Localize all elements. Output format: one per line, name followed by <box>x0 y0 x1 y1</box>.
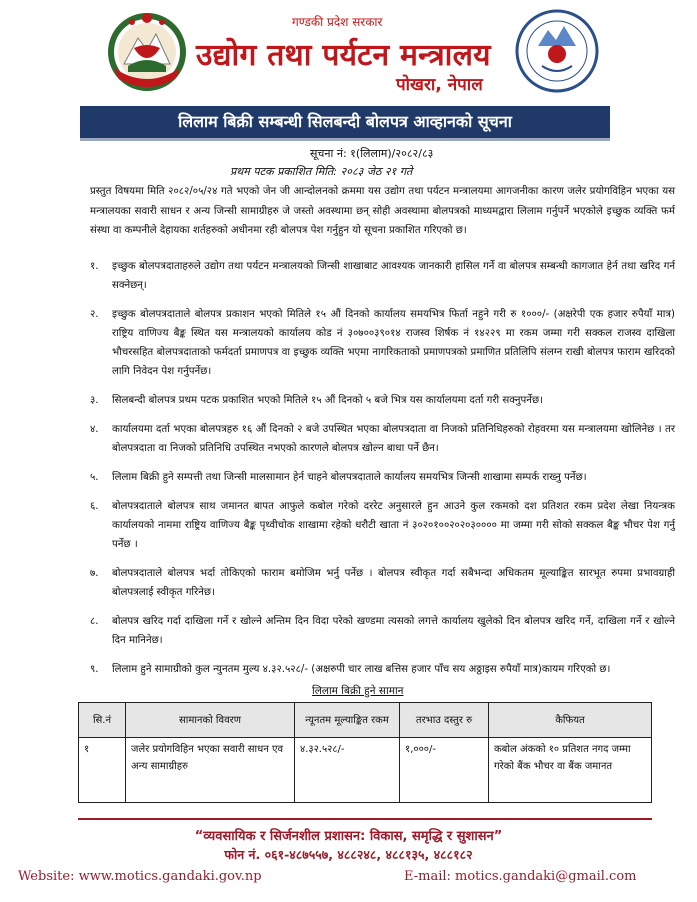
col-serial: सि.नं <box>79 703 126 738</box>
condition-number: ८. <box>90 616 99 627</box>
condition-number: ९. <box>90 664 99 675</box>
cell-min-value: ४.३२.५२८/- <box>295 738 400 803</box>
condition-text: लिलाम हुने सामाग्रीको कुल न्युनतम मुल्य ४.३२.५२८/- (अक्षरुपी चार लाख बत्तिस हजार पाँच सय अठ्ठाइस रुपैयाँ मात्र)कायम गरिएको छ। <box>112 664 611 675</box>
col-description: सामानको विवरण <box>126 703 295 738</box>
condition-text: बोलपत्र खरिद गर्दा दाखिला गर्ने र खोल्ने अन्तिम दिन विदा परेको खण्डमा त्यसको लगत्ते कार्यालय खुलेको दिन बोलपत्र खरिद गर्ने, दाखिला गर्ने र खोल्ने दिन मानिनेछ। <box>112 616 675 646</box>
condition-text: बोलपत्रदाताले बोलपत्र भर्दा तोकिएको फाराम बमोजिम भर्नु पर्नेछ । बोलपत्र स्वीकृत गर्दा सबैभन्दा अधिकतम मूल्याङ्कित सारभूत रुपमा प्रभावग्राही बोलपत्रलाई स्वीकृत गरिनेछ। <box>112 568 675 598</box>
conditions-list <box>90 257 675 689</box>
condition-number: ३. <box>90 395 99 406</box>
condition-item <box>90 564 675 602</box>
condition-number: ४. <box>90 424 99 435</box>
condition-number: ७. <box>90 568 99 579</box>
condition-text: लिलाम बिक्री हुने सम्पत्ती तथा जिन्सी मालसामान हेर्न चाहने बोलपत्रदाताले कार्यालय समयभित्र जिन्सी शाखामा सम्पर्क राख्नु पर्नेछ। <box>112 472 587 483</box>
table-row <box>79 738 652 803</box>
condition-item <box>90 257 675 295</box>
cell-remarks: कबोल अंकको १० प्रतिशत नगद जम्मा गरेको बैंक भौचर वा बैंक जमानत <box>489 738 652 803</box>
condition-text: सिलबन्दी बोलपत्र प्रथम पटक प्रकाशित भएको मितिले १५ औं दिनको ५ बजे भित्र यस कार्यालयमा दर्ता गरी सक्नुपर्नेछ। <box>112 395 543 406</box>
cell-bid-fee: १,०००/- <box>400 738 489 803</box>
ministry-seal-icon <box>512 6 602 96</box>
footer-slogan: “व्यवसायिक र सिर्जनशील प्रशासन: विकास, समृद्धि र सुशासन” <box>194 829 503 844</box>
footer-phone: फोन नं. ०६१-४८७५५७, ४८८२४८, ४८८१३५, ४८८१८२ <box>224 847 473 862</box>
ministry-name: उद्योग तथा पर्यटन मन्त्रालय <box>196 38 491 73</box>
footer-website: Website: www.motics.gandaki.gov.np <box>18 869 262 884</box>
intro-paragraph: प्रस्तुत विषयमा मिति २०८२/०५/२४ गते भएको जेन जी आन्दोलनको क्रममा यस उद्योग तथा पर्यटन मन्त्रालयमा आगजनीका कारण जलेर प्रयोगविहिन भएका यस मन्त्रालयका सवारी साधन र अन्य जिन्सी सामाग्रीहरु जे जस्तो अवस्थामा छन् सोही अवस्थामा बोलपत्रको माध्यमद्वारा लिलाम गर्नुपर्ने भएकोले इच्छुक व्यक्ति फर्म संस्था वा कम्पनीले देहायका शर्तहरुको अधीनमा रही बोलपत्र पेश गर्नुहुन यो सूचना प्रकाशित गरिएको छ। <box>90 186 675 236</box>
condition-number: ६. <box>90 501 99 512</box>
condition-number: ५. <box>90 472 99 483</box>
condition-text: कार्यालयमा दर्ता भएका बोलपत्रहरु १६ औं दिनको २ बजे उपस्थित भएका बोलपत्रदाता वा निजको प्रतिनिधिहरुको रोहवरमा यस मन्त्रालयमा खोलिनेछ । तर बोलपत्रदाता वा निजको प्रतिनिधि उपस्थित नभएको कारणले बोलपत्र खोल्न बाधा पर्ने छैन। <box>112 424 675 454</box>
condition-text: इच्छुक बोलपत्रदाताहरुले उद्योग तथा पर्यटन मन्त्रालयको जिन्सी शाखाबाट आवश्यक जानकारी हासिल गर्ने वा बोलपत्र सम्बन्धी कागजात हेर्न तथा खरिद गर्न सक्नेछन्। <box>112 261 675 291</box>
cell-description: जलेर प्रयोगविहिन भएका सवारी साधन एव अन्य सामाग्रीहरु <box>126 738 295 803</box>
condition-text: इच्छुक बोलपत्रदाताले बोलपत्र प्रकाशन भएको मितिले १५ औं दिनको कार्यालय समयभित्र फिर्ता नहुने गरी रु १०००/- (अक्षरेपी एक हजार रुपैयाँ मात्र) राष्ट्रिय वाणिज्य बैङ्क स्थित यस मन्त्रालयको कार्यालय कोड नं ३०७००३९०१४ राजस्व शिर्षक नं १४२२९ मा रकम जम्मा गरी सक्कल राजस्व दाखिला भौचरसहित बोलपत्रदाताको फर्मदर्ता प्रमाणपत्र वा इच्छुक व्यक्ति भएमा नागरिकताको प्रमाणपत्रको प्रमाणित प्रतिलिपि संलग्न राखी बोलपत्र फाराम खरिदको लागि निवेदन पेश गर्नुपर्नेछ। <box>112 309 675 377</box>
condition-item <box>90 468 675 487</box>
col-min-value: न्यूनतम मूल्याङ्कित रकम <box>295 703 400 738</box>
city-name: पोखरा, नेपाल <box>396 75 483 95</box>
notice-title: लिलाम बिक्री सम्बन्धी सिलबन्दी बोलपत्र आव्हानको सूचना <box>80 106 610 141</box>
condition-item <box>90 305 675 381</box>
condition-item <box>90 612 675 650</box>
footer-email: E-mail: motics.gandaki@gmail.com <box>404 869 637 884</box>
footer-divider <box>78 818 652 820</box>
condition-item <box>90 660 675 679</box>
goods-table <box>78 702 652 803</box>
goods-table-caption: लिलाम बिक्री हुने सामान <box>312 685 404 697</box>
condition-text: बोलपत्रदाताले बोलपत्र साथ जमानत बापत आफुले कबोल गरेको दररेट अनुसारले हुन आउने कुल रकमको दश प्रतिशत रकम प्रदेश लेखा नियन्त्रक कार्यालयको नाममा राष्ट्रिय वाणिज्य बैङ्क पृथ्वीचोक शाखामा रहेको धरौटी खाता नं ३०२०१००२०२०३०००० मा जम्मा गरी सोको सक्कल बैङ्क भौचर पेश गर्नु पर्नेछ । <box>112 501 675 550</box>
col-remarks: कैफियत <box>489 703 652 738</box>
nepal-emblem-icon <box>104 8 190 94</box>
notice-reference: सूचना नं: १(लिलाम)/२०८२/८३ <box>310 147 434 160</box>
government-name: गण्डकी प्रदेश सरकार <box>292 15 383 29</box>
goods-table-header <box>79 703 652 738</box>
publish-date: प्रथम पटक प्रकाशित मिति: २०८३ जेठ २१ गते <box>230 165 413 178</box>
condition-item <box>90 420 675 458</box>
condition-item <box>90 497 675 554</box>
col-bid-fee: तरभाउ दस्तुर रु <box>400 703 489 738</box>
condition-number: १. <box>90 261 99 272</box>
condition-item <box>90 391 675 410</box>
cell-serial: १ <box>79 738 126 803</box>
condition-number: २. <box>90 309 99 320</box>
